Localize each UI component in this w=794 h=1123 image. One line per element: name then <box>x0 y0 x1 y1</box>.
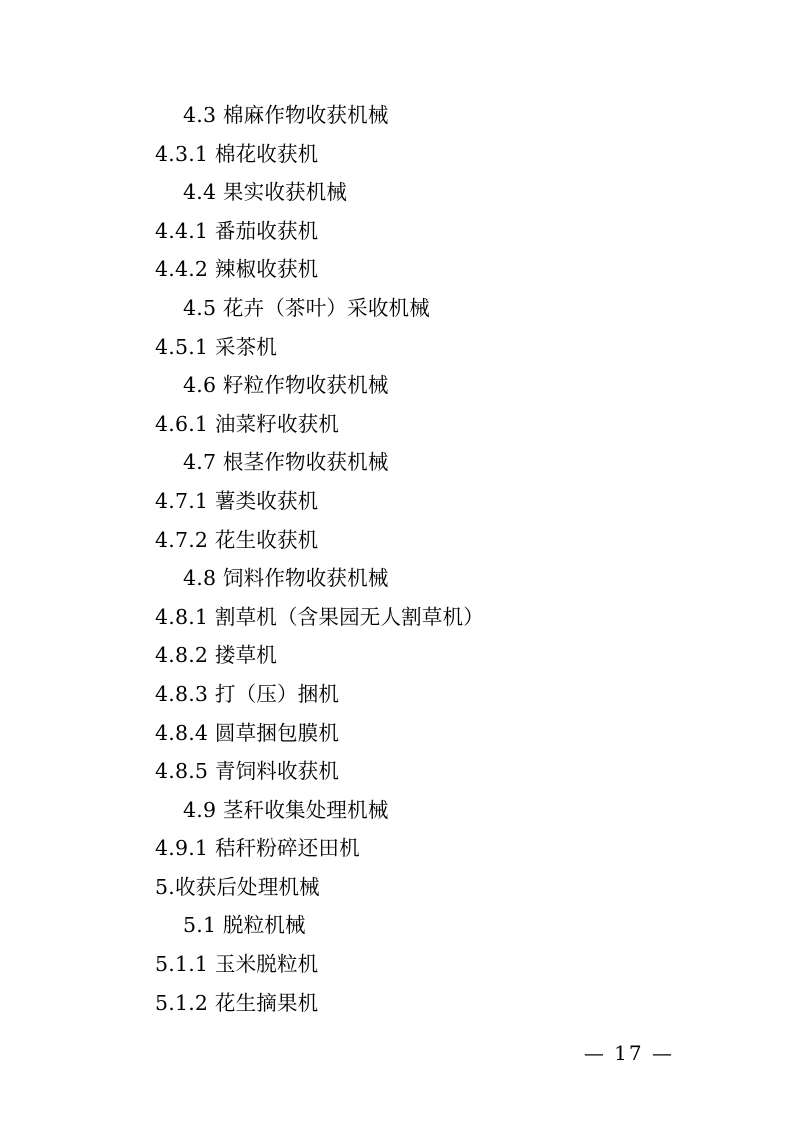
toc-entry: 4.8.4 圆草捆包膜机 <box>155 720 340 745</box>
toc-entry: 4.7 根茎作物收获机械 <box>183 450 389 475</box>
toc-entry: 4.5 花卉（茶叶）采收机械 <box>183 295 430 320</box>
toc-entry: 4.4.2 辣椒收获机 <box>155 257 319 282</box>
toc-entry: 4.8.2 搂草机 <box>155 643 277 668</box>
toc-entry: 4.7.2 花生收获机 <box>155 527 319 552</box>
toc-entry: 4.8.3 打（压）捆机 <box>155 681 340 706</box>
toc-entry: 4.7.1 薯类收获机 <box>155 488 319 513</box>
toc-entry: 4.4.1 番茄收获机 <box>155 218 319 243</box>
toc-entry: 4.8.5 青饲料收获机 <box>155 759 340 784</box>
toc-entry: 4.9.1 秸秆粉碎还田机 <box>155 836 360 861</box>
toc-entry: 4.9 茎秆收集处理机械 <box>183 797 389 822</box>
page-number: — 17 — <box>583 1041 674 1065</box>
toc-entry: 4.6.1 油菜籽收获机 <box>155 411 340 436</box>
table-of-contents <box>155 96 674 1022</box>
toc-entry: 4.5.1 采茶机 <box>155 334 277 359</box>
toc-entry: 5.1 脱粒机械 <box>183 913 306 938</box>
toc-entry: 4.4 果实收获机械 <box>183 180 348 205</box>
toc-entry: 5.1.2 花生摘果机 <box>155 990 319 1015</box>
toc-entry: 4.8.1 割草机（含果园无人割草机） <box>155 604 484 629</box>
toc-entry: 4.8 饲料作物收获机械 <box>183 566 389 591</box>
toc-entry: 4.6 籽粒作物收获机械 <box>183 373 389 398</box>
toc-entry: 5.1.1 玉米脱粒机 <box>155 952 319 977</box>
toc-entry: 5.收获后处理机械 <box>155 874 320 899</box>
toc-entry: 4.3.1 棉花收获机 <box>155 141 319 166</box>
toc-entry: 4.3 棉麻作物收获机械 <box>183 103 389 127</box>
